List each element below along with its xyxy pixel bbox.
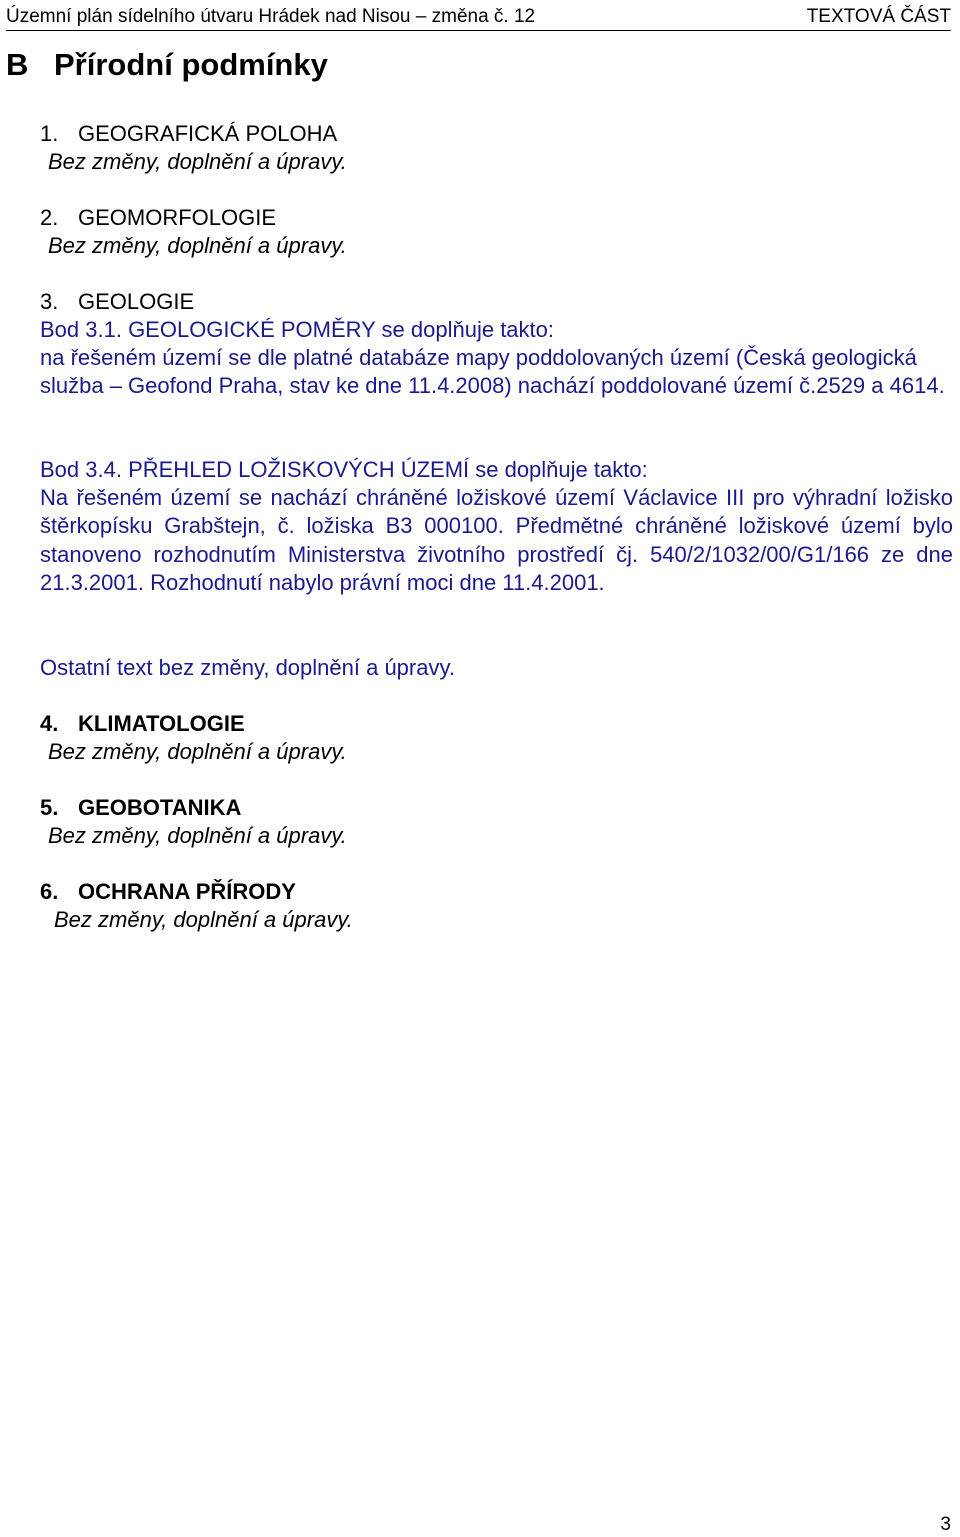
- page-number: 3: [940, 1514, 951, 1535]
- section-title: OCHRANA PŘÍRODY: [78, 879, 296, 904]
- section-note: Bez změny, doplnění a úpravy.: [48, 149, 347, 174]
- chapter-title: Přírodní podmínky: [54, 47, 328, 82]
- header-section-label: TEXTOVÁ ČÁST: [806, 6, 951, 27]
- bod-3-1-text: na řešeném území se dle platné databáze mapy poddolovaných území (Česká geologická služba – Geofond Praha, stav ke dne 11.4.2008) nachází poddolované území č.2529 a 4614.: [40, 345, 945, 399]
- section-title: GEOMORFOLOGIE: [78, 205, 277, 230]
- section-number: 1.: [40, 121, 59, 146]
- section-note: Bez změny, doplnění a úpravy.: [48, 233, 347, 258]
- section-number: 6.: [40, 879, 59, 904]
- section-number: 4.: [40, 711, 59, 736]
- section-heading: [40, 204, 347, 232]
- section-geomorfologie: [40, 204, 347, 260]
- section-geologie: [40, 288, 194, 316]
- header-document-title: Územní plán sídelního útvaru Hrádek nad Nisou – změna č. 12: [6, 6, 536, 27]
- section-geobotanika: [40, 794, 347, 850]
- section-note: Bez změny, doplnění a úpravy.: [54, 907, 353, 932]
- geology-other-text: Ostatní text bez změny, doplnění a úpravy.: [40, 655, 455, 680]
- section-heading: [40, 120, 347, 148]
- section-geograficka-poloha: [40, 120, 347, 176]
- section-title: GEOLOGIE: [78, 289, 195, 314]
- section-ochrana-prirody: [40, 878, 353, 934]
- section-number: 2.: [40, 205, 59, 230]
- chapter-heading: [6, 46, 328, 84]
- bod-3-4-text: Na řešeném území se nachází chráněné ložiskové území Václavice III pro výhradní ložisko štěrkopísku Grabštejn, č. ložiska B3 000100. Předmětné chráněné ložiskové území bylo stanoveno rozhodnutím Ministerstva životního prostředí čj. 540/2/1032/00/G1/166 ze dne 21.3.2001. Rozhodnutí nabylo právní moci dne 11.4.2001.: [40, 485, 953, 595]
- page-header: [6, 4, 951, 31]
- geology-bod-3-4: [40, 456, 953, 597]
- section-title: GEOGRAFICKÁ POLOHA: [78, 121, 338, 146]
- section-title: GEOBOTANIKA: [78, 795, 242, 820]
- bod-3-4-heading: Bod 3.4. PŘEHLED LOŽISKOVÝCH ÚZEMÍ se doplňuje takto:: [40, 457, 648, 482]
- geology-bod-3-1: [40, 316, 953, 401]
- section-heading: [40, 878, 353, 906]
- section-note: Bez změny, doplnění a úpravy.: [48, 739, 347, 764]
- chapter-letter: B: [6, 47, 29, 82]
- section-heading: [40, 710, 347, 738]
- section-heading: [40, 794, 347, 822]
- section-note: Bez změny, doplnění a úpravy.: [48, 823, 347, 848]
- section-klimatologie: [40, 710, 347, 766]
- bod-3-1-heading: Bod 3.1. GEOLOGICKÉ POMĚRY se doplňuje takto:: [40, 317, 555, 342]
- section-number: 5.: [40, 795, 59, 820]
- section-title: KLIMATOLOGIE: [78, 711, 245, 736]
- section-number: 3.: [40, 289, 59, 314]
- section-heading: [40, 288, 194, 316]
